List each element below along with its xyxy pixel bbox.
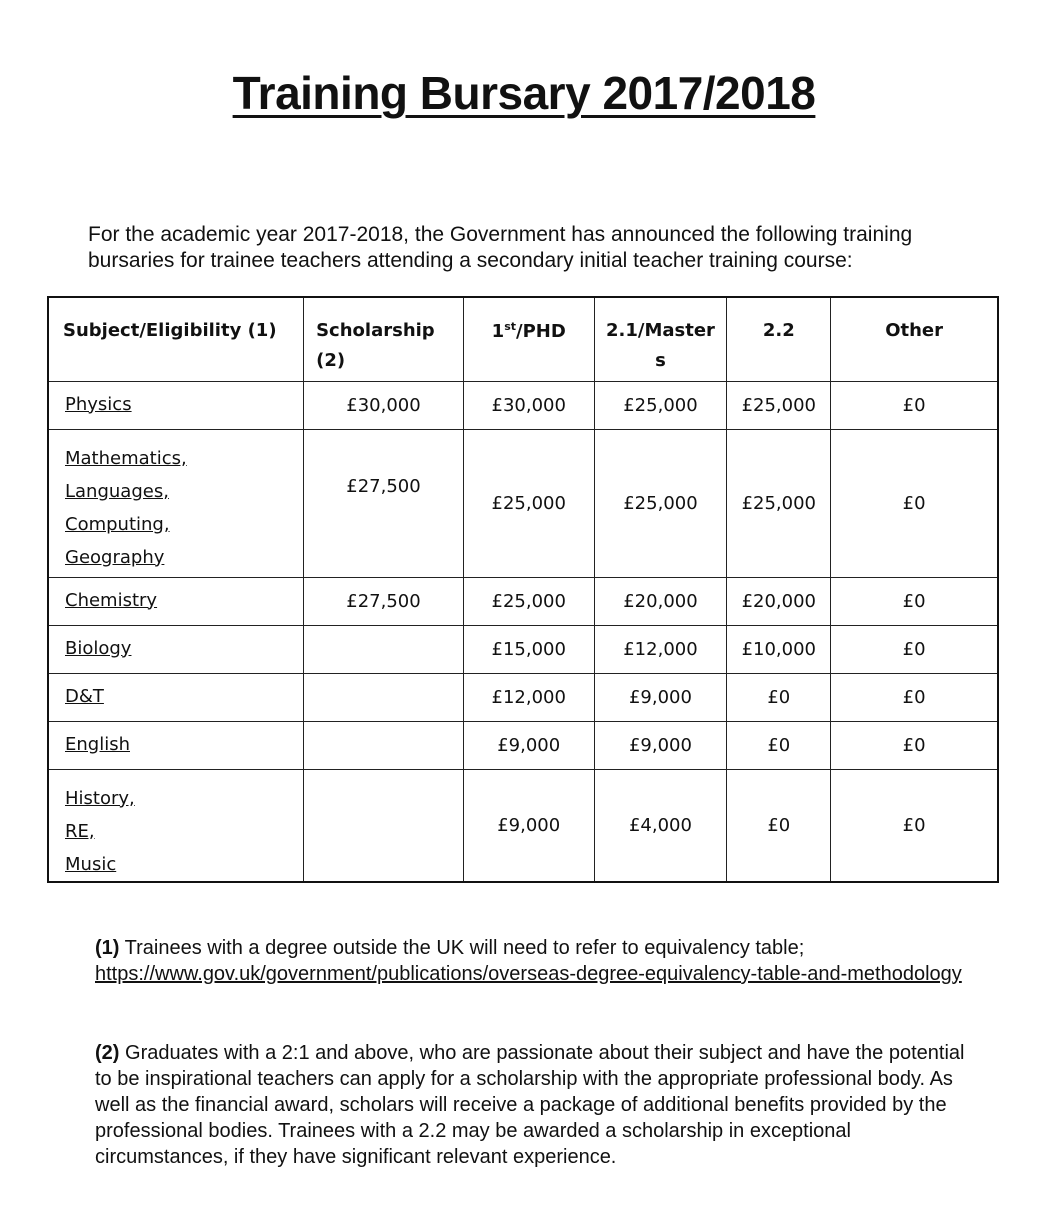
other-cell: £0 [831,673,998,721]
subject-label: D&T [65,685,104,707]
header-first-num: 1 [491,321,505,342]
scholarship-cell [304,769,464,882]
other-cell: £0 [831,769,998,882]
upper-second-cell: £12,000 [594,625,727,673]
first-phd-cell: £15,000 [463,625,594,673]
lower-second-cell: £0 [727,673,831,721]
subject-label: Music [65,853,117,875]
scholarship-cell [304,625,464,673]
upper-second-cell: £20,000 [594,577,727,625]
scholarship-cell: £27,500 [304,577,464,625]
table-row [48,381,998,429]
subject-label: Chemistry [65,589,158,611]
subject-cell [48,721,304,769]
header-scholarship-line1: Scholarship [316,320,435,341]
subject-label: History, [65,787,135,809]
header-scholarship [304,297,464,381]
first-phd-cell: £25,000 [463,429,594,577]
other-cell: £0 [831,381,998,429]
scholarship-cell [304,673,464,721]
footnote-1 [95,935,985,987]
table-row [48,625,998,673]
subject-cell [48,673,304,721]
other-cell: £0 [831,429,998,577]
header-first-phd [463,297,594,381]
first-phd-cell: £30,000 [463,381,594,429]
header-first-sup: st [504,320,516,333]
lower-second-cell: £0 [727,769,831,882]
other-cell: £0 [831,721,998,769]
table-row [48,429,998,577]
header-upper-second-line2: s [655,350,666,371]
table-row [48,721,998,769]
footnote-1-marker: (1) [95,937,120,959]
footnote-2-text: Graduates with a 2:1 and above, who are passionate about their subject and have the potential to be inspirational teachers can apply for a scholarship with the appropriate professional body. As well as the financial award, scholars will receive a package of additional benefits provided by the professional bodies. Trainees with a 2.2 may be awarded a scholarship in exceptional circumstances, if they have significant relevant experience. [95,1042,965,1168]
subject-label: Biology [65,637,132,659]
subject-cell [48,625,304,673]
lower-second-cell: £20,000 [727,577,831,625]
upper-second-cell: £9,000 [594,721,727,769]
footnote-2-marker: (2) [95,1042,120,1064]
table-row [48,769,998,882]
scholarship-cell: £27,500 [304,429,464,577]
upper-second-cell: £25,000 [594,381,727,429]
header-lower-second: 2.2 [727,297,831,381]
header-upper-second-line1: 2.1/Master [605,320,715,341]
header-other: Other [831,297,998,381]
footnote-1-text: Trainees with a degree outside the UK will need to refer to equivalency table; [119,937,805,959]
other-cell: £0 [831,625,998,673]
header-scholarship-line2: (2) [316,350,346,371]
header-subject: Subject/Eligibility (1) [48,297,304,381]
subject-label: Languages, [65,480,169,502]
subject-label: RE, [65,820,95,842]
upper-second-cell: £4,000 [594,769,727,882]
first-phd-cell: £9,000 [463,769,594,882]
subject-cell [48,577,304,625]
first-phd-cell: £12,000 [463,673,594,721]
table-row [48,673,998,721]
lower-second-cell: £25,000 [727,381,831,429]
table-header-row [48,297,998,381]
other-cell: £0 [831,577,998,625]
lower-second-cell: £0 [727,721,831,769]
subject-cell [48,381,304,429]
page-title: Training Bursary 2017/2018 [232,67,816,119]
scholarship-cell [304,721,464,769]
equivalency-table-link[interactable]: https://www.gov.uk/government/publications/overseas-degree-equivalency-table-and-methodology [95,963,962,985]
intro-paragraph: For the academic year 2017-2018, the Government has announced the following training bursaries for trainee teachers attending a secondary initial teacher training course: [88,223,913,272]
header-first-rest: /PHD [516,321,566,342]
table-body [48,381,998,882]
lower-second-cell: £10,000 [727,625,831,673]
header-upper-second [594,297,727,381]
first-phd-cell: £9,000 [463,721,594,769]
subject-cell [48,769,304,882]
subject-cell [48,429,304,577]
first-phd-cell: £25,000 [463,577,594,625]
subject-label: Geography [65,546,165,568]
subject-label: Computing, [65,513,170,535]
upper-second-cell: £9,000 [594,673,727,721]
scholarship-cell: £30,000 [304,381,464,429]
lower-second-cell: £25,000 [727,429,831,577]
upper-second-cell: £25,000 [594,429,727,577]
bursary-table [47,296,999,883]
table-row [48,577,998,625]
footnote-2 [95,1040,985,1170]
subject-label: Mathematics, [65,447,187,469]
subject-label: Physics [65,393,132,415]
subject-label: English [65,733,130,755]
